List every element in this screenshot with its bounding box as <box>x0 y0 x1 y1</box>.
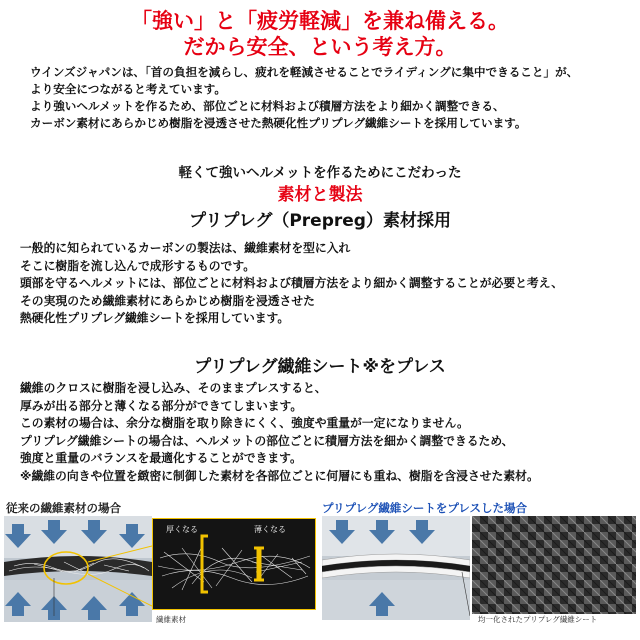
intro-line: カーボン素材にあらかじめ樹脂を浸透させた熱硬化性プリプレグ繊維シートを採用しています。 <box>30 116 527 130</box>
headline <box>0 8 640 34</box>
section1-emph: 素材と製法 <box>277 185 363 205</box>
section1-lead: 軽くて強いヘルメットを作るためにこだわった <box>178 165 462 181</box>
section2-body <box>20 380 539 486</box>
headline-bracket: 「 <box>131 9 152 33</box>
body-line: 繊維のクロスに樹脂を浸し込み、そのままプレスすると、 <box>20 381 327 395</box>
body-line: 強度と重量のバランスを最適化することができます。 <box>20 451 302 466</box>
body-line: この素材の場合は、余分な樹脂を取り除きにくく、強度や重量が一定になりません。 <box>20 416 469 431</box>
headline-bracket: 」と「 <box>194 9 257 33</box>
fiber-material-label: 繊維素材 <box>156 615 186 624</box>
intro-line: ウインズジャパンは、「首の負担を減らし、疲れを軽減させることでライディングに集中できること」が、 <box>30 65 579 79</box>
intro-paragraph <box>30 64 579 132</box>
headline-line2: だから安全、という考え方。 <box>183 35 457 59</box>
body-line: 頭部を守るヘルメットには、部位ごとに材料および積層方法をより細かく調整することが必要と考え、 <box>20 276 564 291</box>
left-figure-caption: 従来の繊維素材の場合 <box>6 501 121 515</box>
body-line: ※繊維の向きや位置を緻密に制御した素材を各部位ごとに何層にも重ね、樹脂を含浸させた素材。 <box>20 468 539 483</box>
body-line: 熱硬化性プリプレグ繊維シートを採用しています。 <box>20 311 290 326</box>
thick-label: 厚くなる <box>166 525 198 534</box>
body-line: そこに樹脂を流し込んで成形するものです。 <box>20 258 255 273</box>
intro-line: より安全につながると考えています。 <box>30 82 226 96</box>
headline-rest: 」を兼ね備える。 <box>341 9 509 33</box>
body-line: 一般的に知られているカーボンの製法は、繊維素材を型に入れ <box>20 241 351 255</box>
section1-body <box>20 240 563 328</box>
prepreg-press-diagram <box>322 516 470 620</box>
section1-title: プリプレグ（Prepreg）素材採用 <box>189 211 451 231</box>
carbon-weave-image <box>472 516 636 614</box>
body-line: その実現のため繊維素材にあらかじめ樹脂を浸透させた <box>20 293 315 308</box>
right-figure-caption: プリプレグ繊維シートをプレスした場合 <box>322 501 528 515</box>
intro-line: より強いヘルメットを作るため、部位ごとに材料および積層方法をより細かく調整できる、 <box>30 99 505 113</box>
headline-fatigue: 疲労軽減 <box>257 9 341 33</box>
headline-strong: 強い <box>152 9 194 33</box>
uniform-prepreg-label: 均一化されたプリプレグ繊維シート <box>478 615 598 624</box>
body-line: プリプレグ繊維シートの場合は、ヘルメットの部位ごとに積層方法を細かく調整できるため、 <box>20 433 514 448</box>
body-line: 厚みが出る部分と薄くなる部分ができてしまいます。 <box>20 398 303 413</box>
thin-label: 薄くなる <box>254 525 286 534</box>
conventional-fiber-diagram <box>4 516 152 622</box>
section2-title: プリプレグ繊維シート※をプレス <box>194 357 446 377</box>
